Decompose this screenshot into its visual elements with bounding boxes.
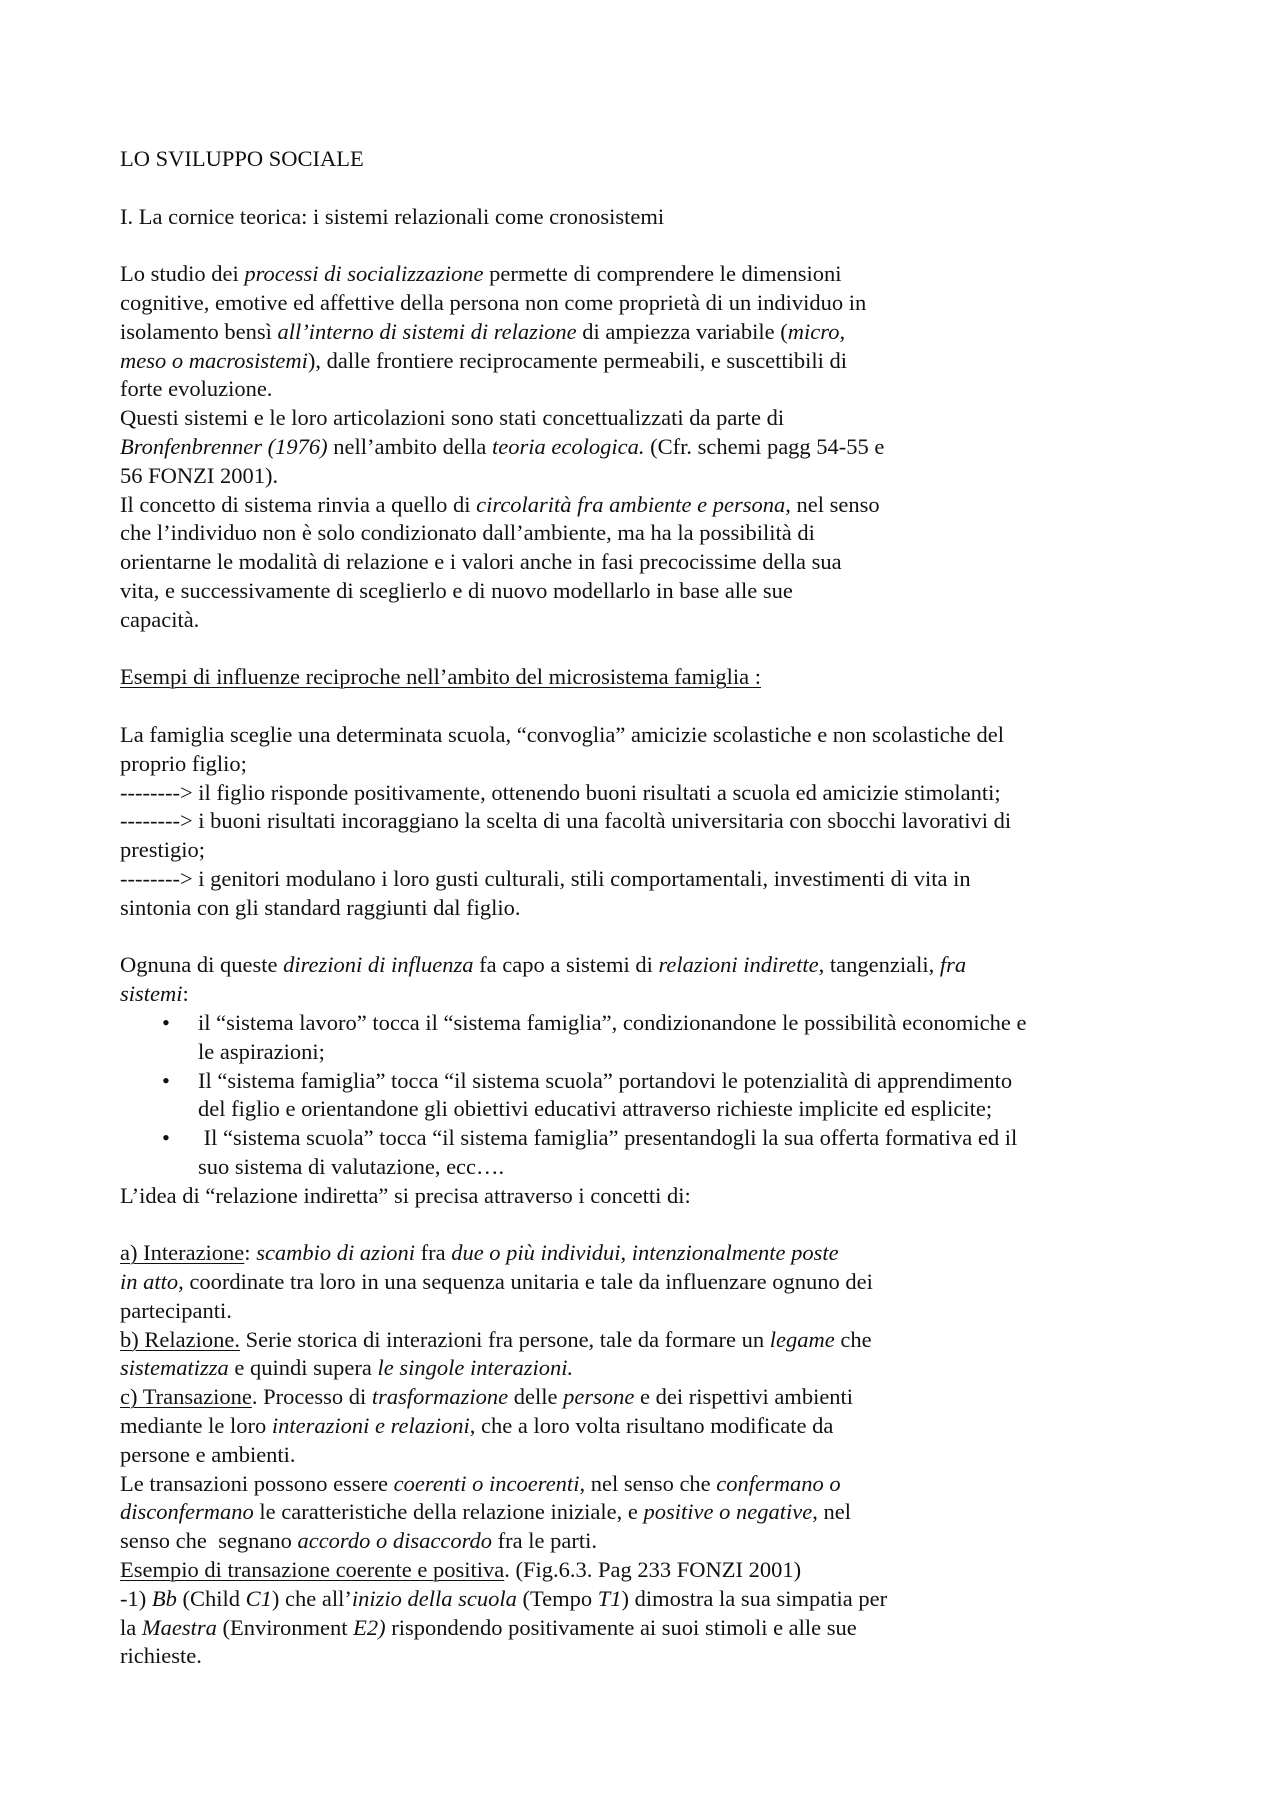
text-line: Il concetto di sistema rinvia a quello di circolarità fra ambiente e persona, nel senso xyxy=(120,491,880,517)
text-line: mediante le loro interazioni e relazioni, che a loro volta risultano modificate da xyxy=(120,1413,834,1439)
text-line: persone e ambienti. xyxy=(120,1441,296,1467)
text-line: --------> i genitori modulano i loro gusti culturali, stili comportamentali, investimenti di vita in xyxy=(120,865,971,891)
bullet-icon: • xyxy=(162,1125,170,1151)
document-page xyxy=(120,145,1200,1671)
text-line: isolamento bensì all’interno di sistemi di relazione di ampiezza variabile (micro, xyxy=(120,318,846,344)
list-item xyxy=(120,1067,1200,1125)
text-line: in atto, coordinate tra loro in una sequenza unitaria e tale da influenzare ognuno dei xyxy=(120,1269,873,1295)
list-item xyxy=(120,1009,1200,1067)
text-line: Il “sistema scuola” tocca “il sistema famiglia” presentandogli la sua offerta formativa ed il xyxy=(198,1125,1018,1151)
paragraph-example-transaction xyxy=(120,1556,1200,1671)
text-line: Il “sistema famiglia” tocca “il sistema scuola” portandovi le potenzialità di apprendimento xyxy=(198,1067,1013,1093)
list-item xyxy=(120,1124,1200,1182)
text-line: -1) Bb (Child C1) che all’inizio della scuola (Tempo T1) dimostra la sua simpatia per xyxy=(120,1585,888,1611)
examples-heading: Esempi di influenze reciproche nell’ambito del microsistema famiglia : xyxy=(120,664,762,690)
text-line: Bronfenbrenner (1976) nell’ambito della teoria ecologica. (Cfr. schemi pagg 54-55 e xyxy=(120,433,885,459)
paragraph-family-examples xyxy=(120,721,1200,923)
text-line: sistemi: xyxy=(120,981,189,1007)
text-line: 56 FONZI 2001). xyxy=(120,462,279,488)
paragraph-influence xyxy=(120,951,1200,1009)
definition-relation: b) Relazione. Serie storica di interazioni fra persone, tale da formare un legame che xyxy=(120,1326,872,1352)
text-line: --------> il figlio risponde positivamente, ottenendo buoni risultati a scuola ed amicizie stimolanti; xyxy=(120,779,1001,805)
text-line: sistematizza e quindi supera le singole interazioni. xyxy=(120,1355,574,1381)
text-line: orientarne le modalità di relazione e i valori anche in fasi precocissime della sua xyxy=(120,549,842,575)
text-line: meso o macrosistemi), dalle frontiere reciprocamente permeabili, e suscettibili di xyxy=(120,347,848,373)
text-line: sintonia con gli standard raggiunti dal figlio. xyxy=(120,894,521,920)
text-line: Ognuna di queste direzioni di influenza fa capo a sistemi di relazioni indirette, tangenziali, fra xyxy=(120,952,967,978)
bullet-icon: • xyxy=(162,1009,170,1035)
text-line: L’idea di “relazione indiretta” si precisa attraverso i concetti di: xyxy=(120,1182,691,1208)
text-line: suo sistema di valutazione, ecc…. xyxy=(198,1153,505,1179)
text-line: La famiglia sceglie una determinata scuola, “convoglia” amicizie scolastiche e non scolastiche del xyxy=(120,721,1005,747)
example-heading: Esempio di transazione coerente e positiva. (Fig.6.3. Pag 233 FONZI 2001) xyxy=(120,1557,802,1583)
definitions xyxy=(120,1239,1200,1469)
definition-transaction: c) Transazione. Processo di trasformazione delle persone e dei rispettivi ambienti xyxy=(120,1384,854,1410)
text-line: Questi sistemi e le loro articolazioni sono stati concettualizzati da parte di xyxy=(120,405,785,431)
text-line: prestigio; xyxy=(120,837,205,863)
bullet-icon: • xyxy=(162,1067,170,1093)
text-line: --------> i buoni risultati incoraggiano la scelta di una facoltà universitaria con sbocchi lavorativi di xyxy=(120,808,1012,834)
text-line: richieste. xyxy=(120,1643,202,1669)
text-line: disconfermano le caratteristiche della relazione iniziale, e positive o negative, nel xyxy=(120,1499,851,1525)
text-line: Lo studio dei processi di socializzazione permette di comprendere le dimensioni xyxy=(120,261,842,287)
document-title: LO SVILUPPO SOCIALE xyxy=(120,146,364,171)
text-line: senso che segnano accordo o disaccordo fra le parti. xyxy=(120,1528,597,1554)
definition-interaction: a) Interazione: scambio di azioni fra due o più individui, intenzionalmente poste xyxy=(120,1240,839,1266)
text-line: la Maestra (Environment E2) rispondendo positivamente ai suoi stimoli e alle sue xyxy=(120,1614,857,1640)
bullet-list xyxy=(120,1009,1200,1182)
text-line: il “sistema lavoro” tocca il “sistema famiglia”, condizionandone le possibilità economiche e xyxy=(198,1009,1027,1035)
text-line: del figlio e orientandone gli obiettivi educativi attraverso richieste implicite ed esplicite; xyxy=(198,1096,993,1122)
paragraph-transactions xyxy=(120,1470,1200,1556)
text-line: Le transazioni possono essere coerenti o incoerenti, nel senso che confermano o xyxy=(120,1470,841,1496)
text-line: proprio figlio; xyxy=(120,750,247,776)
section-heading: I. La cornice teorica: i sistemi relazionali come cronosistemi xyxy=(120,203,665,229)
text-line: cognitive, emotive ed affettive della persona non come proprietà di un individuo in xyxy=(120,289,867,315)
text-line: le aspirazioni; xyxy=(198,1038,325,1064)
text-line: partecipanti. xyxy=(120,1297,232,1323)
paragraph-intro xyxy=(120,260,1200,634)
text-line: forte evoluzione. xyxy=(120,376,273,402)
text-line: che l’individuo non è solo condizionato dall’ambiente, ma ha la possibilità di xyxy=(120,520,815,546)
text-line: vita, e successivamente di sceglierlo e di nuovo modellarlo in base alle sue xyxy=(120,577,793,603)
text-line: capacità. xyxy=(120,606,200,632)
